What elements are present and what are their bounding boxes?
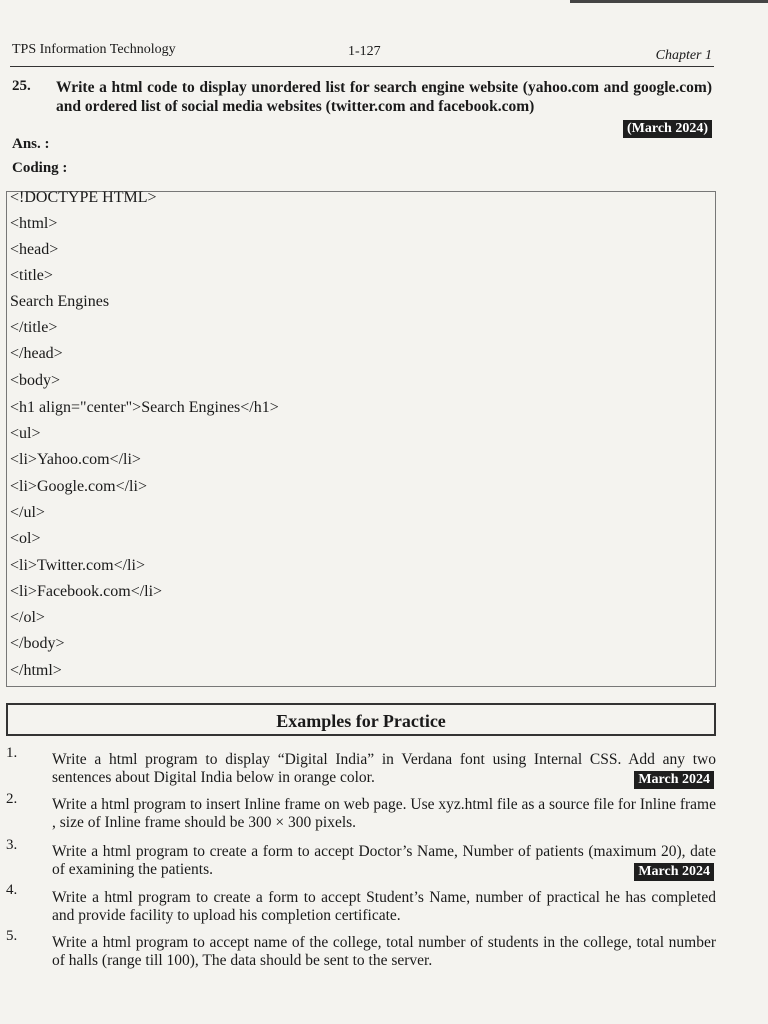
page-number: 1-127 bbox=[348, 44, 381, 59]
practice-item-number: 2. bbox=[6, 791, 18, 807]
question-exam-badge: (March 2024) bbox=[623, 120, 712, 138]
practice-item-badge: March 2024 bbox=[634, 863, 714, 881]
code-line: </body> bbox=[10, 635, 65, 652]
code-line: <ol> bbox=[10, 530, 41, 547]
code-line: <body> bbox=[10, 372, 61, 389]
code-box bbox=[6, 191, 716, 687]
practice-heading-box bbox=[6, 703, 716, 736]
practice-item-number: 5. bbox=[6, 928, 18, 944]
code-line: <li>Facebook.com</li> bbox=[10, 583, 163, 600]
code-line: <li>Yahoo.com</li> bbox=[10, 451, 141, 468]
code-line: <ul> bbox=[10, 425, 41, 442]
code-line: <head> bbox=[10, 241, 59, 258]
code-line: <title> bbox=[10, 267, 53, 284]
practice-item-badge: March 2024 bbox=[634, 771, 714, 789]
code-line: </html> bbox=[10, 662, 62, 679]
book-title: TPS Information Technology bbox=[12, 42, 176, 57]
practice-item-number: 3. bbox=[6, 837, 18, 853]
code-line: Search Engines bbox=[10, 293, 110, 310]
chapter-label: Chapter 1 bbox=[655, 48, 712, 63]
code-line: <li>Twitter.com</li> bbox=[10, 557, 145, 574]
code-line: <li>Google.com</li> bbox=[10, 478, 147, 495]
practice-item-text: Write a html program to create a form to accept Student’s Name, number of practical he has completed and provide facility to upload his completion certificate. bbox=[52, 889, 716, 924]
page-header bbox=[12, 42, 712, 62]
top-edge-rule bbox=[570, 0, 768, 3]
code-line: <html> bbox=[10, 215, 58, 232]
code-line: <!DOCTYPE HTML> bbox=[10, 189, 157, 206]
practice-item-text: Write a html program to create a form to accept Doctor’s Name, Number of patients (maximum 20), date of examining the patients. bbox=[52, 843, 716, 878]
header-divider bbox=[10, 66, 714, 67]
code-line: </ol> bbox=[10, 609, 45, 626]
code-line: </head> bbox=[10, 345, 63, 362]
coding-label: Coding : bbox=[12, 160, 68, 176]
practice-item-text: Write a html program to insert Inline frame on web page. Use xyz.html file as a source file for Inline frame , size of Inline frame should be 300 × 300 pixels. bbox=[52, 796, 716, 831]
practice-item-number: 4. bbox=[6, 882, 18, 898]
practice-title: Examples for Practice bbox=[276, 711, 446, 731]
answer-label: Ans. : bbox=[12, 136, 50, 152]
code-line: <h1 align="center">Search Engines</h1> bbox=[10, 399, 279, 416]
practice-item-text: Write a html program to accept name of the college, total number of students in the college, total number of halls (range till 100), The data should be sent to the server. bbox=[52, 934, 716, 969]
question-text: Write a html code to display unordered list for search engine website (yahoo.com and google.com) and ordered list of social media websites (twitter.com and facebook.com) bbox=[56, 79, 712, 115]
question-number: 25. bbox=[12, 78, 31, 94]
code-line: </title> bbox=[10, 319, 58, 336]
code-line: </ul> bbox=[10, 504, 45, 521]
practice-item-number: 1. bbox=[6, 745, 18, 761]
practice-item-text: Write a html program to display “Digital India” in Verdana font using Internal CSS. Add any two sentences about Digital India below in orange color. bbox=[52, 751, 716, 786]
